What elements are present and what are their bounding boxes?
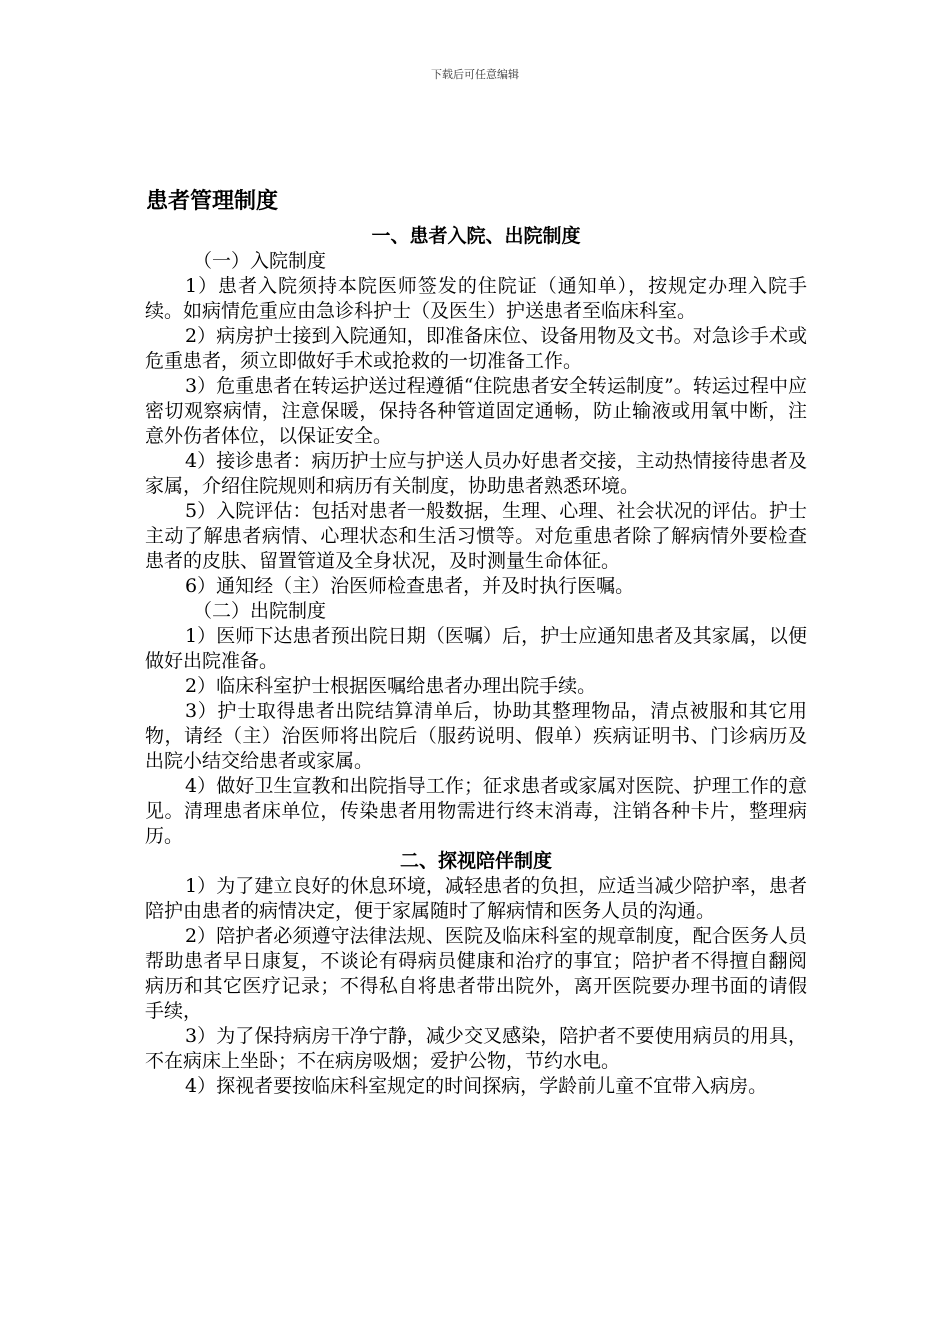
discharge-item-2: 2）临床科室护士根据医嘱给患者办理出院手续。 bbox=[185, 675, 597, 697]
discharge-item-3: 3）护士取得患者出院结算清单后，协助其整理物品，清点被服和其它用物，请经（主）治医师将出院后（服药说明、假单）疾病证明书、门诊病历及出院小结交给患者或家属。 bbox=[145, 700, 807, 772]
page-header-note: 下载后可任意编辑 bbox=[431, 68, 519, 81]
visiting-item-2: 2）陪护者必须遵守法律法规、医院及临床科室的规章制度，配合医务人员帮助患者早日康复，不谈论有碍病员健康和治疗的事宜；陪护者不得擅自翻阅病历和其它医疗记录；不得私自将患者带出院外，离开医院要办理书面的请假手续， bbox=[145, 925, 807, 1022]
discharge-item-1: 1）医师下达患者预出院日期（医嘱）后，护士应通知患者及其家属，以便做好出院准备。 bbox=[145, 625, 807, 672]
document-body bbox=[145, 224, 807, 1099]
discharge-item-4: 4）做好卫生宣教和出院指导工作；征求患者或家属对医院、护理工作的意见。清理患者床单位，传染患者用物需进行终末消毒，注销各种卡片，整理病历。 bbox=[145, 775, 807, 847]
admission-item-4: 4）接诊患者：病历护士应与护送人员办好患者交接，主动热情接待患者及家属，介绍住院规则和病历有关制度，协助患者熟悉环境。 bbox=[145, 450, 807, 497]
visiting-item-4: 4）探视者要按临床科室规定的时间探病，学龄前儿童不宜带入病房。 bbox=[185, 1075, 768, 1097]
admission-item-1: 1）患者入院须持本院医师签发的住院证（通知单），按规定办理入院手续。如病情危重应由急诊科护士（及医生）护送患者至临床科室。 bbox=[145, 275, 807, 322]
document-title: 患者管理制度 bbox=[146, 189, 279, 214]
admission-item-5: 5）入院评估：包括对患者一般数据，生理、心理、社会状况的评估。护士主动了解患者病情、心理状态和生活习惯等。对危重患者除了解病情外要检查患者的皮肤、留置管道及全身状况，及时测量生命体征。 bbox=[145, 500, 807, 572]
admission-item-3: 3）危重患者在转运护送过程遵循“住院患者安全转运制度”。转运过程中应密切观察病情，注意保暖，保持各种管道固定通畅，防止输液或用氧中断，注意外伤者体位，以保证安全。 bbox=[145, 375, 807, 447]
admission-subtitle: （一）入院制度 bbox=[193, 250, 327, 272]
visiting-item-1: 1）为了建立良好的休息环境，减轻患者的负担，应适当减少陪护率，患者陪护由患者的病情决定，便于家属随时了解病情和医务人员的沟通。 bbox=[145, 875, 807, 922]
section-1-title: 一、患者入院、出院制度 bbox=[371, 225, 581, 247]
discharge-subtitle: （二）出院制度 bbox=[193, 600, 327, 622]
admission-item-2: 2）病房护士接到入院通知，即准备床位、设备用物及文书。对急诊手术或危重患者，须立即做好手术或抢救的一切准备工作。 bbox=[145, 325, 807, 372]
visiting-item-3: 3）为了保持病房干净宁静，减少交叉感染，陪护者不要使用病员的用具，不在病床上坐卧；不在病房吸烟；爱护公物，节约水电。 bbox=[145, 1025, 807, 1072]
admission-item-6: 6）通知经（主）治医师检查患者，并及时执行医嘱。 bbox=[185, 575, 635, 597]
section-2-title: 二、探视陪伴制度 bbox=[399, 850, 552, 872]
